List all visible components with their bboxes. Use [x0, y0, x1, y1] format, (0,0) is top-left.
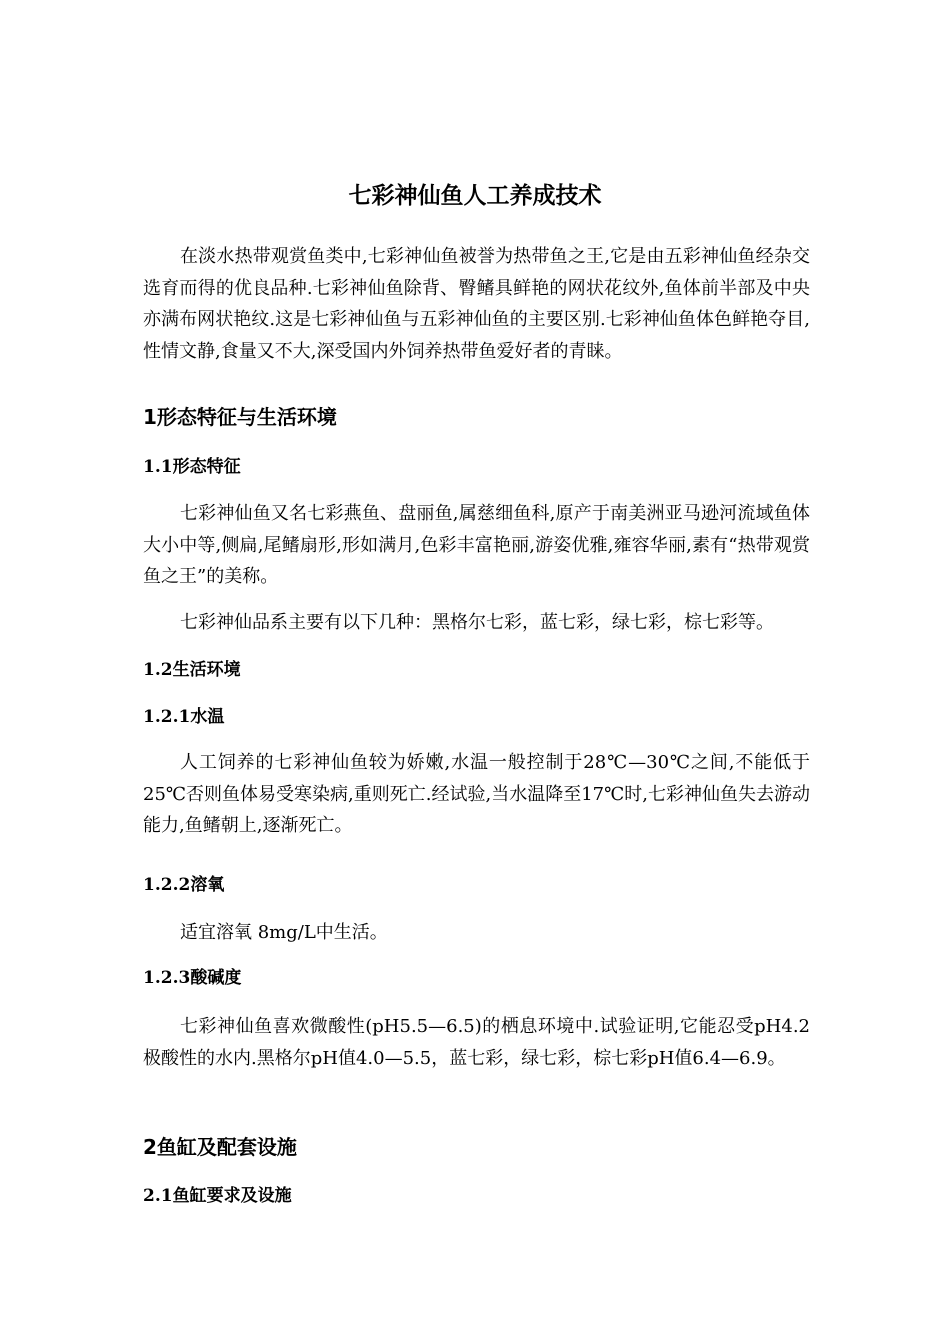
section-1-2-2-heading: 1.2.2溶氧 [143, 875, 225, 895]
section-1-1-paragraph-1: 七彩神仙鱼又名七彩燕鱼、盘丽鱼,属慈细鱼科,原产于南美洲亚马逊河流域鱼体大小中等,侧扁,尾鳍扇形,形如满月,色彩丰富艳丽,游姿优雅,雍容华丽,素有“热带观赏鱼之王”的美称。 [143, 503, 810, 587]
section-1-2-1-heading: 1.2.1水温 [143, 707, 225, 727]
section-1-1-heading: 1.1形态特征 [143, 457, 241, 477]
section-2-heading: 2鱼缸及配套设施 [143, 1135, 297, 1159]
section-1-2-1-paragraph: 人工饲养的七彩神仙鱼较为娇嫩,水温一般控制于28℃—30℃之间,不能低于25℃否则鱼体易受寒染病,重则死亡.经试验,当水温降至17℃时,七彩神仙鱼失去游动能力,鱼鳍朝上,逐渐死亡。 [143, 752, 810, 836]
intro-paragraph: 在淡水热带观赏鱼类中,七彩神仙鱼被誉为热带鱼之王,它是由五彩神仙鱼经杂交选育而得的优良品种.七彩神仙鱼除背、臀鳍具鲜艳的网状花纹外,鱼体前半部及中央亦满布网状艳纹.这是七彩神仙鱼与五彩神仙鱼的主要区别.七彩神仙鱼体色鲜艳夺目,性情文静,食量又不大,深受国内外饲养热带鱼爱好者的青睐。 [143, 246, 810, 362]
section-1-2-3-paragraph: 七彩神仙鱼喜欢微酸性(pH5.5—6.5)的栖息环境中.试验证明,它能忍受pH4.2极酸性的水内.黑格尔pH值4.0—5.5，蓝七彩，绿七彩，棕七彩pH值6.4—6.9。 [143, 1016, 810, 1069]
section-1-2-heading: 1.2生活环境 [143, 660, 241, 680]
document-title: 七彩神仙鱼人工养成技术 [348, 183, 602, 209]
section-1-1-paragraph-2: 七彩神仙品系主要有以下几种：黑格尔七彩，蓝七彩，绿七彩，棕七彩等。 [180, 612, 774, 633]
section-1-heading: 1形态特征与生活环境 [143, 405, 337, 429]
section-2-1-heading: 2.1鱼缸要求及设施 [143, 1186, 292, 1206]
section-1-2-2-paragraph: 适宜溶氧 8mg/L中生活。 [180, 922, 388, 943]
section-1-2-3-heading: 1.2.3酸碱度 [143, 968, 242, 988]
